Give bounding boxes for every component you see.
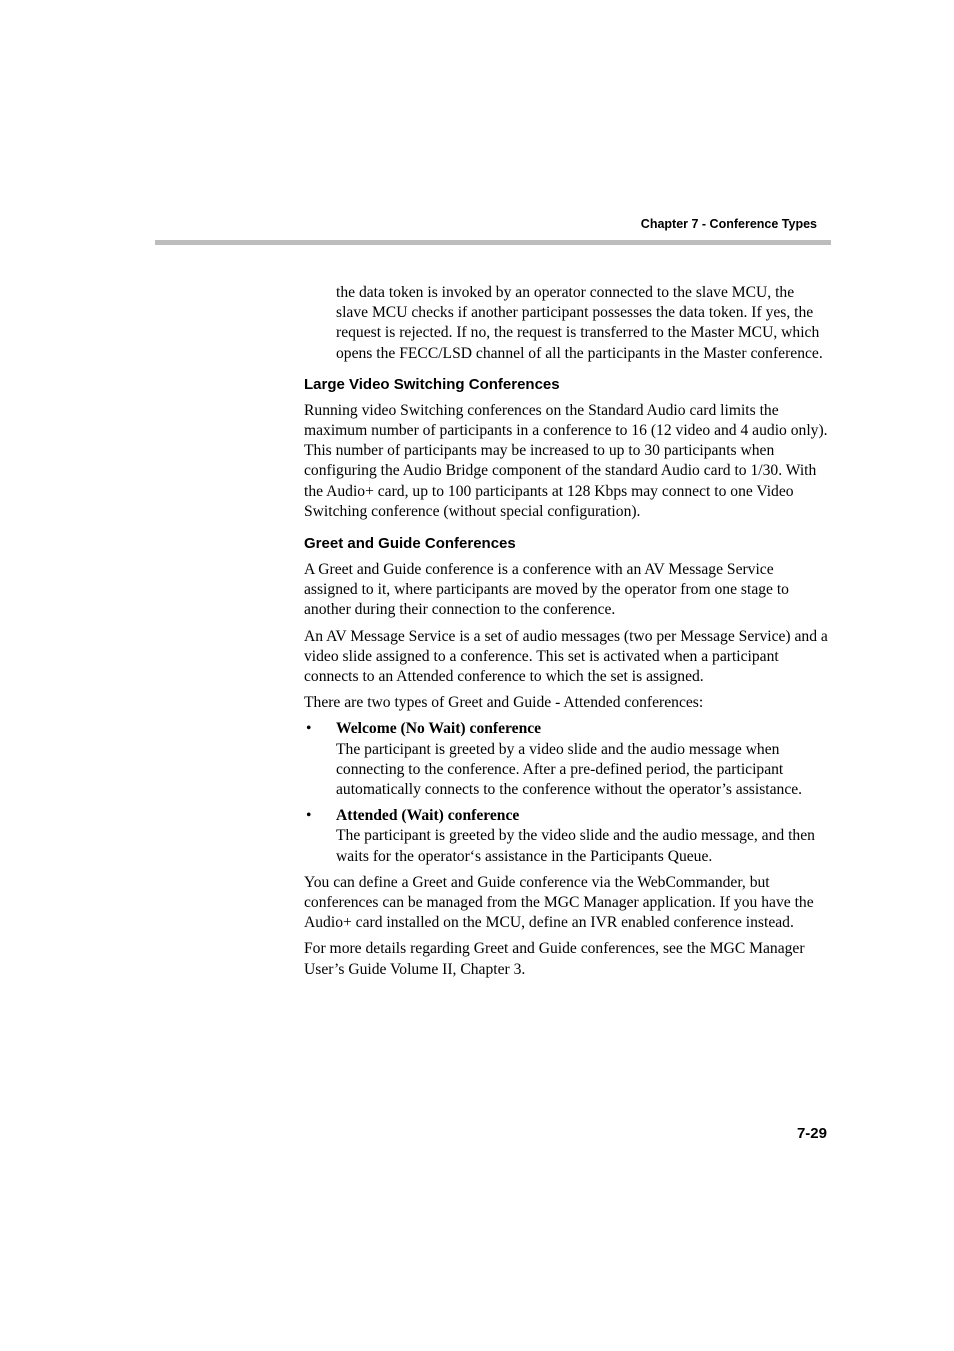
section-heading-greet-guide: Greet and Guide Conferences (304, 535, 516, 553)
continued-paragraph: the data token is invoked by an operator connected to the slave MCU, the slave MCU checks if another participant possesses the data token. If yes, the request is rejected. If no, the request is transferred to the Master MCU, which opens the FECC/LSD channel of all the participants in the Master conference. (336, 284, 823, 362)
bullet-marker: • (306, 720, 312, 738)
page-number: 7-29 (796, 1125, 827, 1142)
bullet-item-welcome (304, 719, 830, 800)
section-heading-large-video: Large Video Switching Conferences (304, 375, 560, 393)
bullet-body: The participant is greeted by a video slide and the audio message when connecting to the conference. After a pre-defined period, the participant automatically connects to the conference without the operator’s assistance. (336, 740, 803, 799)
bullet-title: Welcome (No Wait) conference (336, 720, 542, 738)
types-intro-paragraph: There are two types of Greet and Guide - Attended conferences: (304, 694, 704, 712)
running-header: Chapter 7 - Conference Types (640, 217, 817, 231)
more-details-paragraph: For more details regarding Greet and Guide conferences, see the MGC Manager User’s Guide Volume II, Chapter 3. (304, 940, 805, 978)
large-video-paragraph: Running video Switching conferences on the Standard Audio card limits the maximum number of participants in a conference to 16 (12 video and 4 audio only). This number of participants may be increased to up to 30 participants when configuring the Audio Bridge component of the standard Audio card to 1/30. With the Audio+ card, up to 100 participants at 128 Kbps may connect to one Video Switching conference (without special configuration). (304, 401, 828, 520)
bullet-marker: • (306, 807, 312, 825)
bullet-item-attended (304, 806, 830, 867)
page-content (304, 283, 830, 986)
bullet-title: Attended (Wait) conference (336, 807, 520, 825)
webcommander-paragraph: You can define a Greet and Guide conference via the WebCommander, but conferences can be managed from the MGC Manager application. If you have the Audio+ card installed on the MCU, define an IVR enabled conference instead. (304, 873, 814, 932)
av-message-paragraph: An AV Message Service is a set of audio messages (two per Message Service) and a video slide assigned to a conference. This set is activated when a participant connects to an Attended conference to which the set is assigned. (304, 627, 828, 686)
header-rule (155, 240, 831, 245)
greet-guide-paragraph: A Greet and Guide conference is a conference with an AV Message Service assigned to it, where participants are moved by the operator from one stage to another during their connection to the conference. (304, 561, 789, 619)
bullet-body: The participant is greeted by the video slide and the audio message, and then waits for the operator‘s assistance in the Participants Queue. (336, 827, 815, 865)
